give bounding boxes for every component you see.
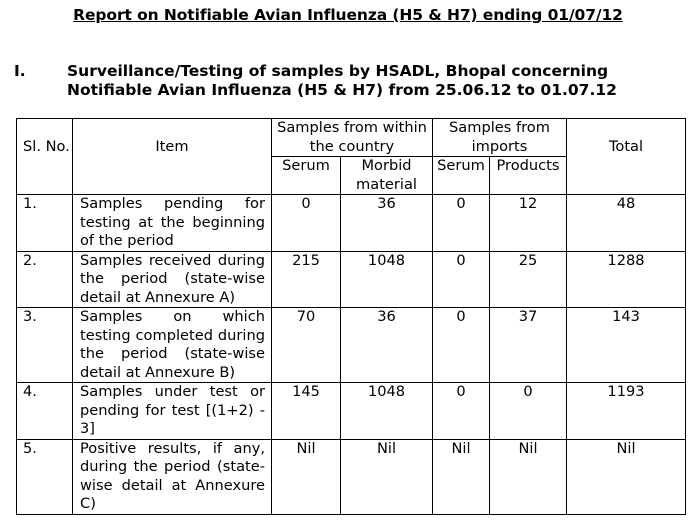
cell-sl: 5. [17,439,73,514]
cell-products: Nil [490,439,567,514]
header-sl-no: Sl. No. [17,119,73,195]
table-row [17,439,686,514]
cell-products: 0 [490,383,567,440]
cell-item: Samples received during the period (state-wise detail at Annexure A) [73,251,272,308]
section-heading: Surveillance/Testing of samples by HSADL, Bhopal concerning Notifiable Avian Influenza (H5 & H7) from 25.06.12 to 01.07.12 [67,62,617,99]
cell-total: 48 [567,195,686,252]
cell-serum-imports: 0 [433,195,490,252]
cell-serum: 145 [272,383,341,440]
cell-serum-imports: 0 [433,383,490,440]
cell-morbid: 1048 [341,251,433,308]
cell-morbid: 1048 [341,383,433,440]
header-serum: Serum [272,157,341,195]
header-item: Item [73,119,272,195]
cell-item: Samples pending for testing at the beginning of the period [73,195,272,252]
header-within-country: Samples from within the country [272,119,433,157]
cell-products: 12 [490,195,567,252]
cell-serum: Nil [272,439,341,514]
cell-serum-imports: 0 [433,308,490,383]
table-row [17,383,686,440]
table-row [17,195,686,252]
cell-serum-imports: 0 [433,251,490,308]
header-total: Total [567,119,686,195]
cell-morbid: 36 [341,195,433,252]
header-serum-imports: Serum [433,157,490,195]
cell-total: 143 [567,308,686,383]
cell-item: Positive results, if any, during the period (state-wise detail at Annexure C) [73,439,272,514]
cell-products: 37 [490,308,567,383]
cell-morbid: 36 [341,308,433,383]
header-row [17,119,686,157]
cell-sl: 2. [17,251,73,308]
section-number: I. [14,62,26,80]
cell-item: Samples on which testing completed during the period (state-wise detail at Annexure B) [73,308,272,383]
header-products: Products [490,157,567,195]
cell-total: Nil [567,439,686,514]
header-imports: Samples from imports [433,119,567,157]
table-row [17,308,686,383]
cell-sl: 3. [17,308,73,383]
table-row [17,251,686,308]
cell-serum-imports: Nil [433,439,490,514]
cell-total: 1288 [567,251,686,308]
header-morbid: Morbid material [341,157,433,195]
cell-total: 1193 [567,383,686,440]
cell-sl: 1. [17,195,73,252]
cell-sl: 4. [17,383,73,440]
cell-morbid: Nil [341,439,433,514]
cell-products: 25 [490,251,567,308]
samples-table [16,118,686,515]
cell-serum: 70 [272,308,341,383]
report-title: Report on Notifiable Avian Influenza (H5 & H7) ending 01/07/12 [73,6,623,24]
cell-serum: 215 [272,251,341,308]
cell-item: Samples under test or pending for test [(1+2) - 3] [73,383,272,440]
cell-serum: 0 [272,195,341,252]
